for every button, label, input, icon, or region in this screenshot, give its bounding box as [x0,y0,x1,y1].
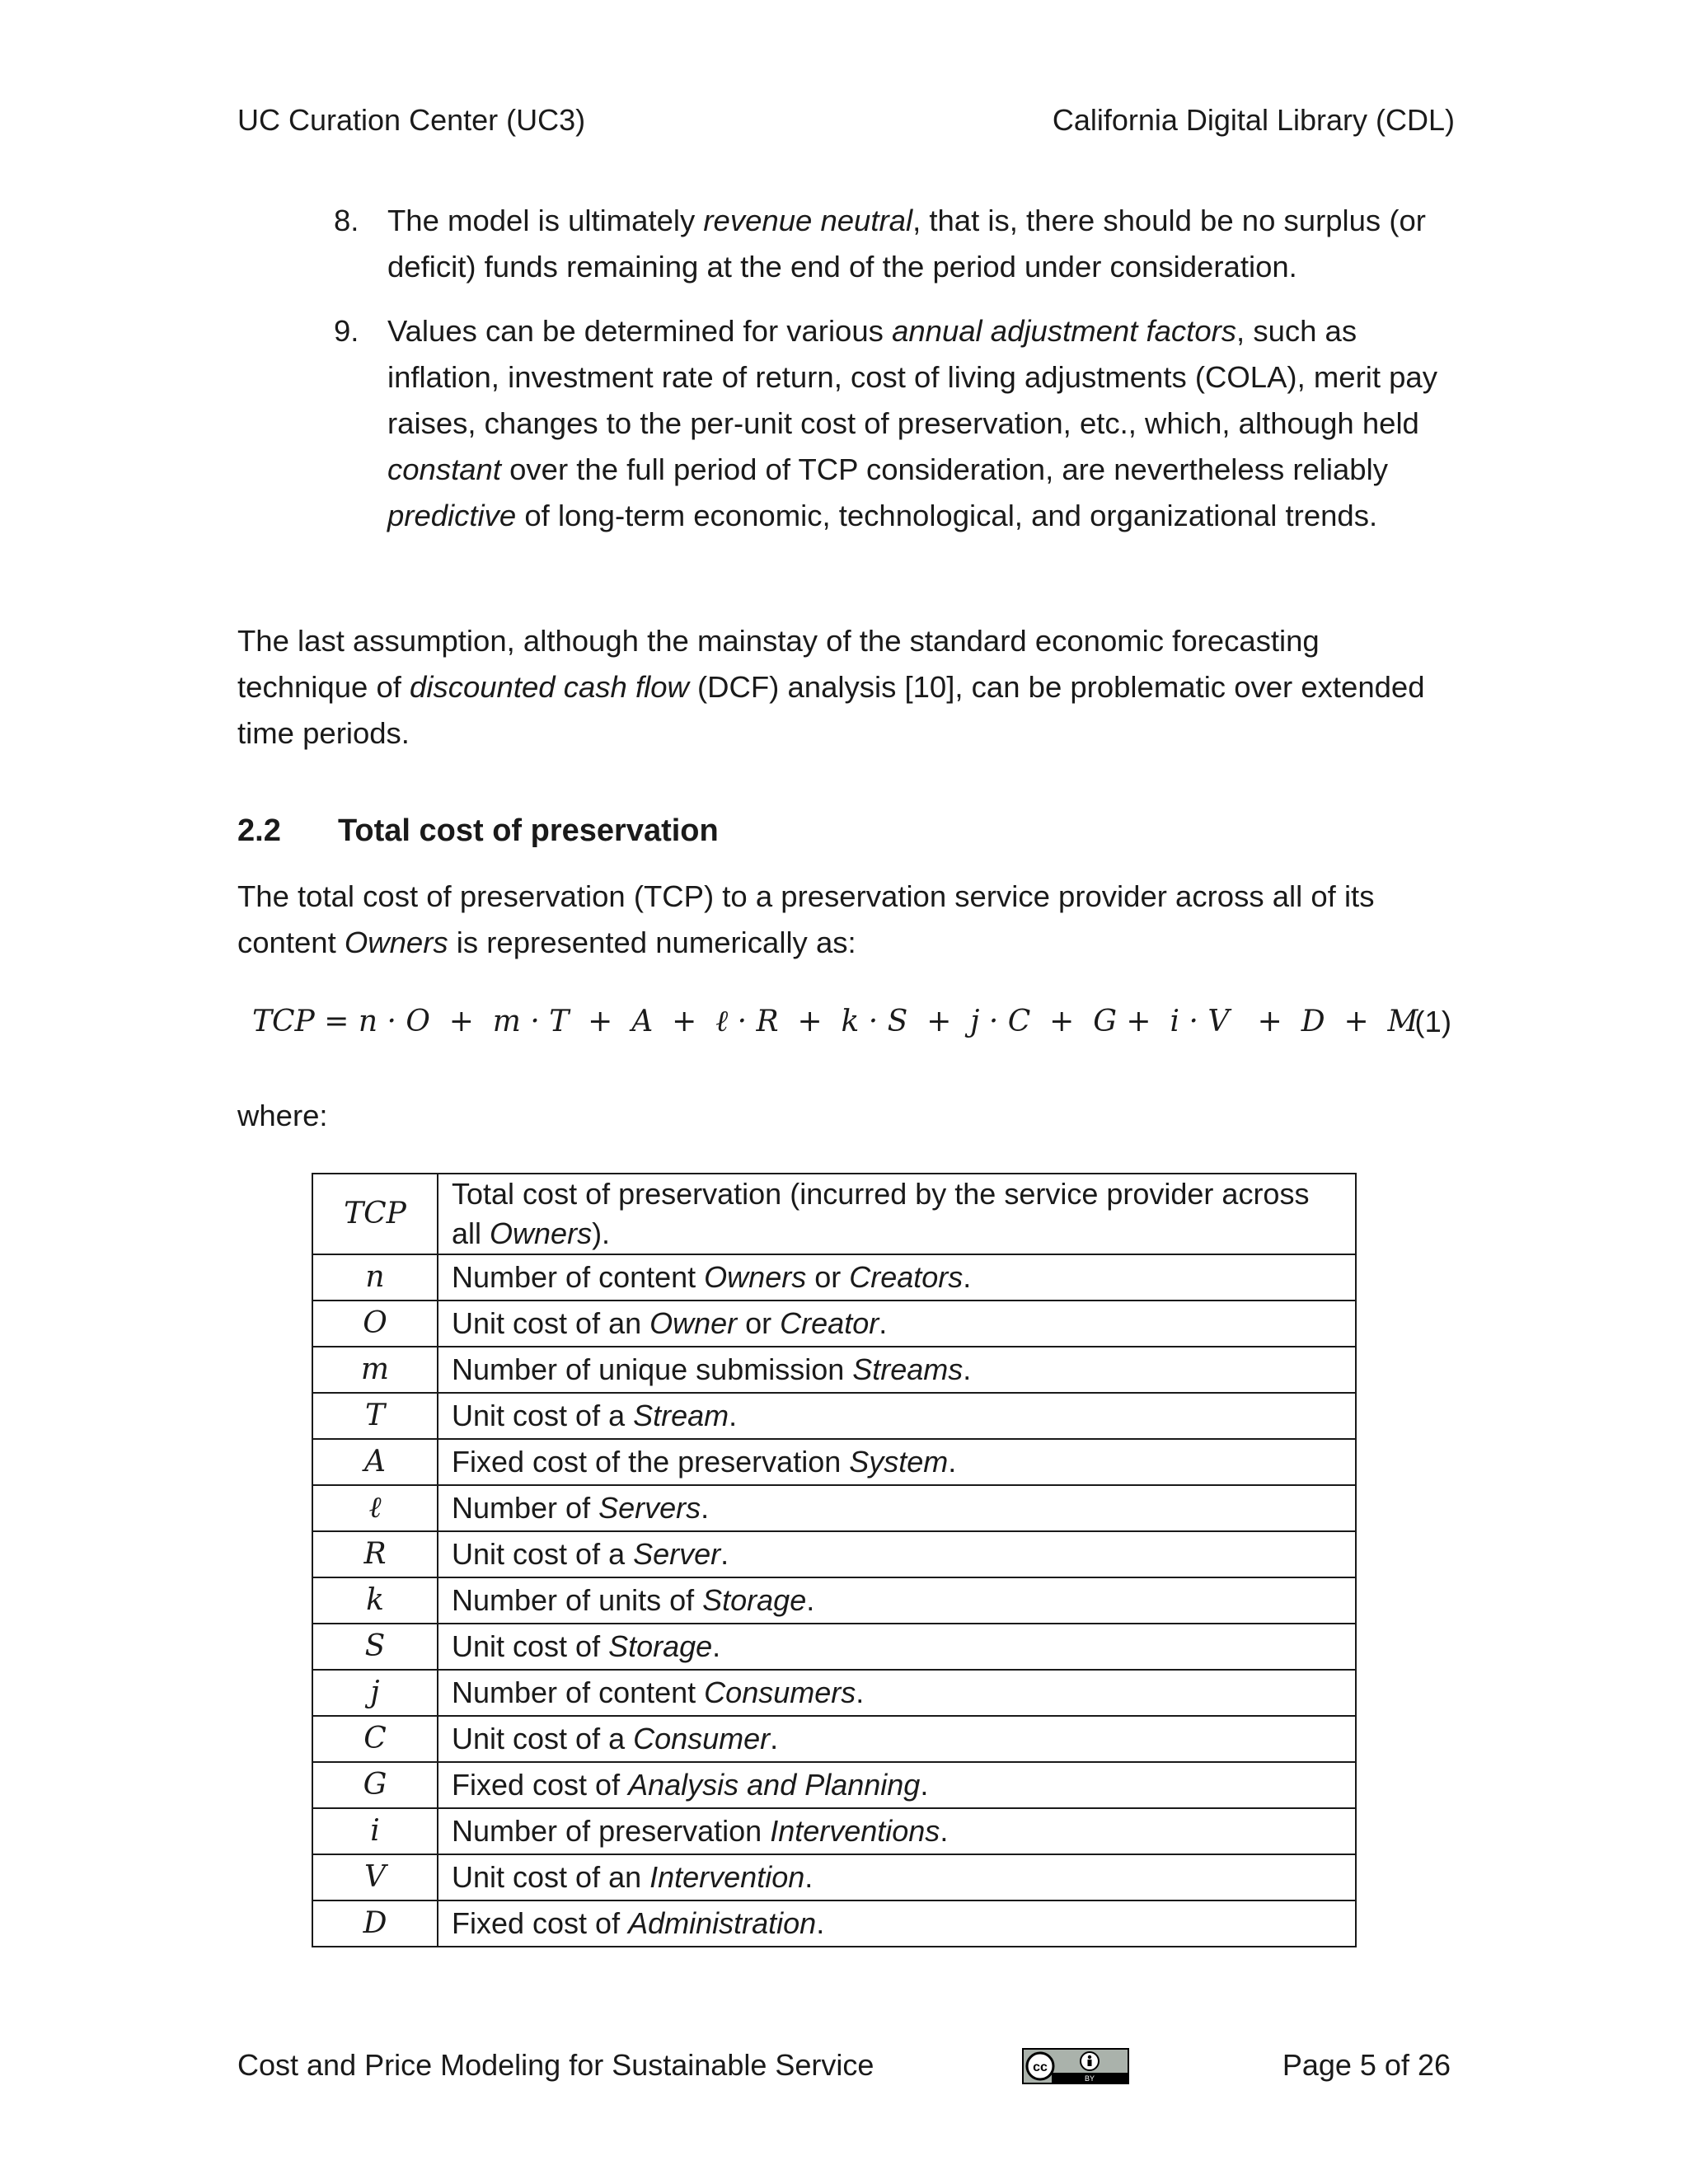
table-row [312,1577,1356,1624]
list-item-number: 8. [334,204,359,237]
symbol-cell: TCP [312,1174,438,1254]
table-row [312,1854,1356,1900]
symbol-cell: ℓ [312,1485,438,1531]
symbol-cell: O [312,1301,438,1347]
section-number: 2.2 [237,813,281,848]
table-row [312,1624,1356,1670]
description-cell: Number of units of Storage. [438,1577,1356,1624]
assumption-list [334,198,1455,557]
symbol-cell: R [312,1531,438,1577]
definitions-table [312,1173,1357,1947]
header-left: UC Curation Center (UC3) [237,103,586,137]
table-row [312,1900,1356,1947]
description-cell: Total cost of preservation (incurred by the service provider across all Owners). [438,1174,1356,1254]
paragraph-dcf: The last assumption, although the mainstay of the standard economic forecasting technique of discounted cash flow (DCF) analysis [10], can be problematic over extended time periods. [237,624,1425,750]
section-title: Total cost of preservation [338,813,719,848]
svg-text:cc: cc [1033,2060,1048,2074]
equation-number: (1) [1414,1005,1451,1038]
table-row [312,1254,1356,1301]
table-row [312,1439,1356,1485]
svg-text:BY: BY [1084,2074,1095,2083]
description-cell: Unit cost of an Intervention. [438,1854,1356,1900]
description-cell: Number of unique submission Streams. [438,1347,1356,1393]
symbol-cell: S [312,1624,438,1670]
creative-commons-by-icon [1022,2048,1129,2084]
table-row [312,1347,1356,1393]
symbol-cell: C [312,1716,438,1762]
table-row [312,1393,1356,1439]
description-cell: Fixed cost of Administration. [438,1900,1356,1947]
symbol-cell: k [312,1577,438,1624]
description-cell: Number of Servers. [438,1485,1356,1531]
list-item: 8. The model is ultimately revenue neutral, that is, there should be no surplus (or deficit) funds remaining at the end of the period under consideration. [334,198,1455,290]
symbol-cell: m [312,1347,438,1393]
description-cell: Unit cost of a Server. [438,1531,1356,1577]
footer-left: Cost and Price Modeling for Sustainable Service [237,2048,874,2082]
symbol-cell: G [312,1762,438,1808]
footer-page-number: Page 5 of 26 [1282,2048,1451,2082]
description-cell: Fixed cost of the preservation System. [438,1439,1356,1485]
description-cell: Number of preservation Interventions. [438,1808,1356,1854]
table-row [312,1174,1356,1254]
description-cell: Unit cost of a Consumer. [438,1716,1356,1762]
list-item-number: 9. [334,314,359,348]
equation [252,999,1451,1048]
table-row [312,1485,1356,1531]
table-row [312,1670,1356,1716]
description-cell: Unit cost of Storage. [438,1624,1356,1670]
description-cell: Unit cost of a Stream. [438,1393,1356,1439]
symbol-cell: j [312,1670,438,1716]
description-cell: Fixed cost of Analysis and Planning. [438,1762,1356,1808]
table-row [312,1301,1356,1347]
equation-formula: TCP = n · O + m · T + A + ℓ · R + k · S + j · C + G + i · V + D + M [252,1005,1418,1038]
section-heading [237,808,719,854]
description-cell: Number of content Consumers. [438,1670,1356,1716]
table-row [312,1716,1356,1762]
symbol-cell: V [312,1854,438,1900]
description-cell: Number of content Owners or Creators. [438,1254,1356,1301]
table-row [312,1808,1356,1854]
symbol-cell: D [312,1900,438,1947]
symbol-cell: n [312,1254,438,1301]
description-cell: Unit cost of an Owner or Creator. [438,1301,1356,1347]
symbol-cell: A [312,1439,438,1485]
symbol-cell: i [312,1808,438,1854]
where-label: where: [237,1099,328,1132]
table-row [312,1762,1356,1808]
paragraph-tcp: The total cost of preservation (TCP) to a preservation service provider across all of its content Owners is represented numerically as: [237,879,1375,959]
table-row [312,1531,1356,1577]
symbol-cell: T [312,1393,438,1439]
list-item: 9. Values can be determined for various annual adjustment factors, such as inflation, investment rate of return, cost of living adjustments (COLA), merit pay raises, changes to the per-unit cost of preservation, etc., which, although held constant over the full period of TCP consideration, are nevertheless reliably predictive of long-term economic, technological, and organizational trends. [334,308,1455,539]
header-right: California Digital Library (CDL) [1052,103,1455,137]
